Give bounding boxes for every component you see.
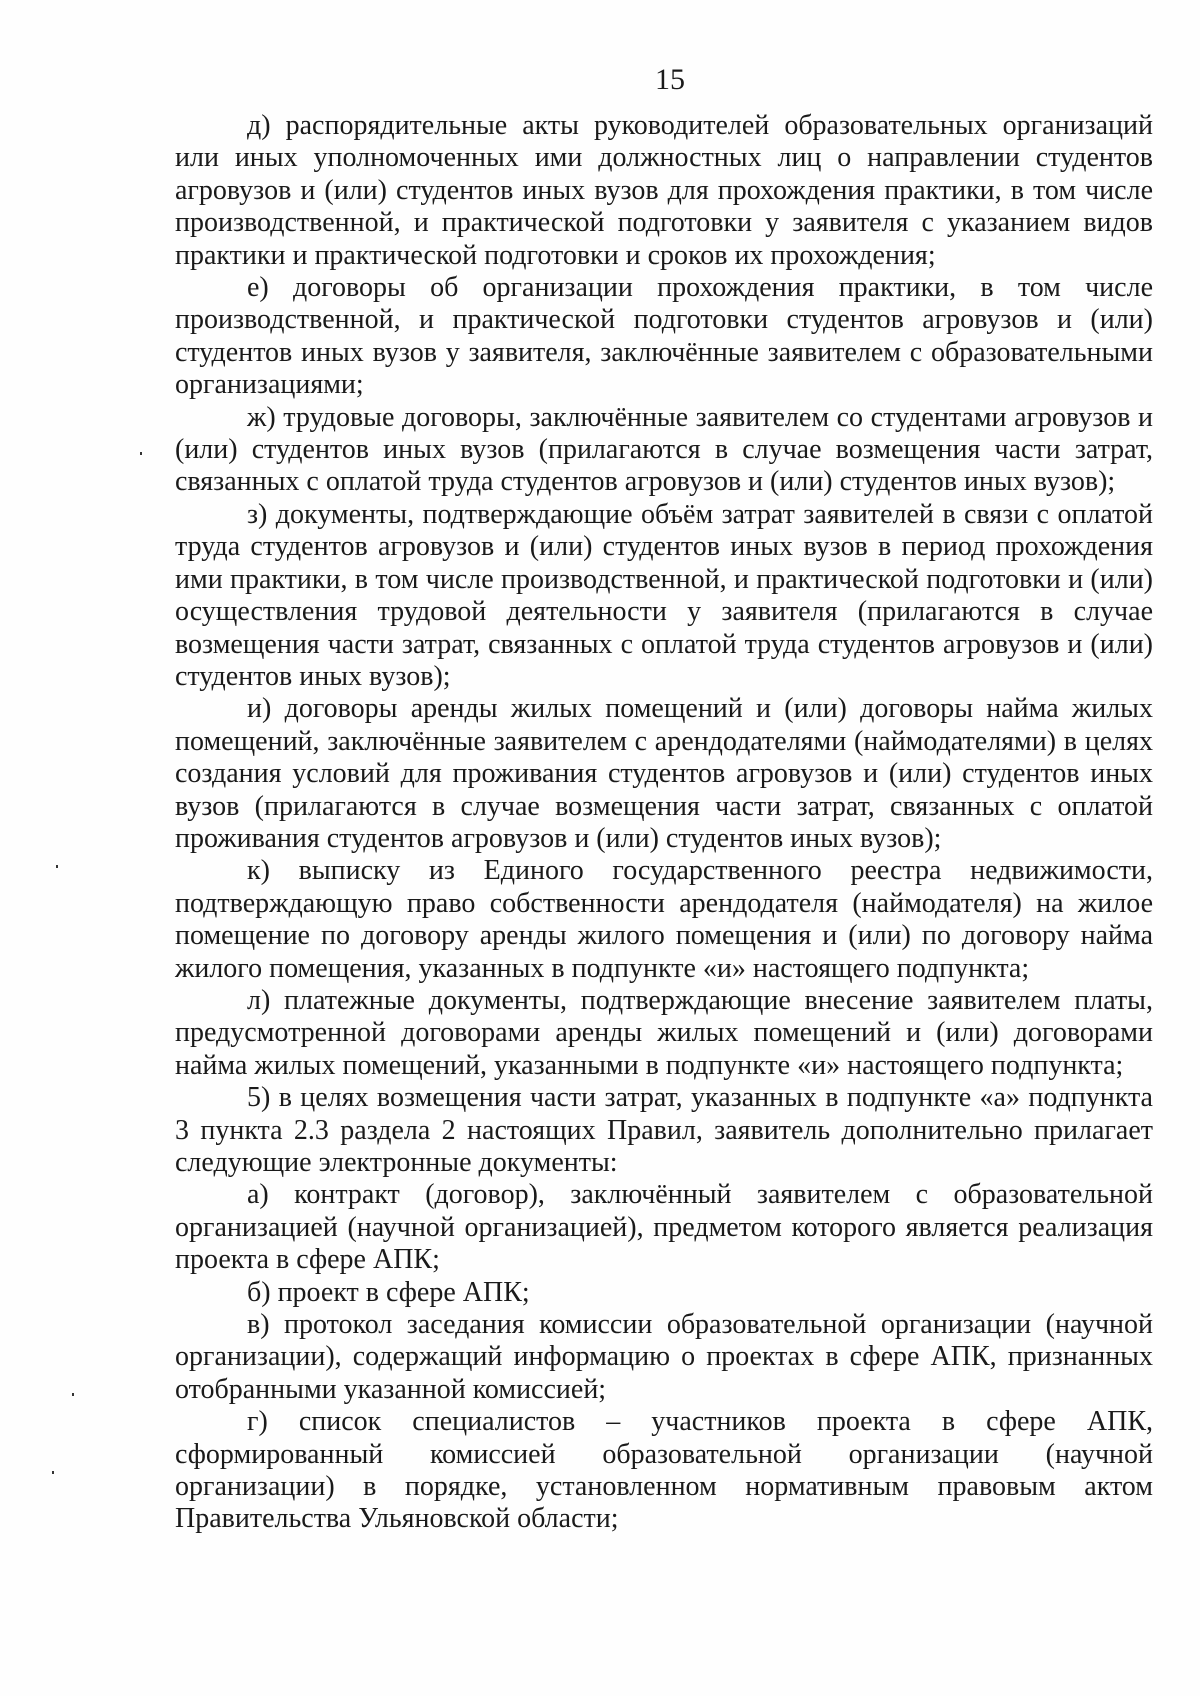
paragraph-k: к) выписку из Единого государственного реестра недвижимости, подтверждающую право собственности арендодателя (наймодателя) на жилое помещение по договору аренды жилого помещения и (или) по договору найма жилого помещения, указанных в подпункте «и» настоящего подпункта; [175,855,1153,984]
paragraph-v: в) протокол заседания комиссии образовательной организации (научной организации), содержащий информацию о проектах в сфере АПК, признанных отобранными указанной комиссией; [175,1309,1153,1405]
scan-speck [56,865,58,868]
scan-speck [52,1471,54,1474]
paragraph-e: е) договоры об организации прохождения практики, в том числе производственной, и практической подготовки студентов агровузов и (или) студентов иных вузов у заявителя, заключённые заявителем с образовательными организациями; [175,272,1153,401]
paragraph-zh: ж) трудовые договоры, заключённые заявителем со студентами агровузов и (или) студентов иных вузов (прилагаются в случае возмещения части затрат, связанных с оплатой труда студентов агровузов и (или) студентов иных вузов); [175,401,1153,498]
paragraph-5: 5) в целях возмещения части затрат, указанных в подпункте «а» подпункта 3 пункта 2.3 раздела 2 настоящих Правил, заявитель дополнительно прилагает следующие электронные документы: [175,1082,1153,1178]
paragraph-i: и) договоры аренды жилых помещений и (или) договоры найма жилых помещений, заключённые заявителем с арендодателями (наймодателями) в целях создания условий для проживания студентов агровузов и (или) студентов иных вузов (прилагаются в случае возмещения части затрат, связанных с оплатой проживания студентов агровузов и (или) студентов иных вузов); [175,693,1153,854]
scan-speck [72,1393,74,1396]
paragraph-b: б) проект в сфере АПК; [247,1276,530,1308]
document-body [175,110,1153,1536]
scan-speck [140,452,142,455]
paragraph-d: д) распорядительные акты руководителей образовательных организаций или иных уполномоченных ими должностных лиц о направлении студентов агровузов и (или) студентов иных вузов для прохождения практики, в том числе производственной, и практической подготовки у заявителя с указанием видов практики и практической подготовки и сроков их прохождения; [175,110,1153,271]
paragraph-g: г) список специалистов – участников проекта в сфере АПК, сформированный комиссией образовательной организации (научной организации) в порядке, установленном нормативным правовым актом Правительства Ульяновской области; [175,1406,1153,1535]
page-number: 15 [655,63,685,96]
paragraph-z: з) документы, подтверждающие объём затрат заявителей в связи с оплатой труда студентов агровузов и (или) студентов иных вузов в период прохождения ими практики, в том числе производственной, и практической подготовки и (или) осуществления трудовой деятельности у заявителя (прилагаются в случае возмещения части затрат, связанных с оплатой труда студентов агровузов и (или) студентов иных вузов); [175,498,1153,692]
paragraph-l: л) платежные документы, подтверждающие внесение заявителем платы, предусмотренной договорами аренды жилых помещений и (или) договорами найма жилых помещений, указанными в подпункте «и» настоящего подпункта; [175,984,1153,1081]
paragraph-a: а) контракт (договор), заключённый заявителем с образовательной организацией (научной организацией), предметом которого является реализация проекта в сфере АПК; [175,1179,1153,1276]
